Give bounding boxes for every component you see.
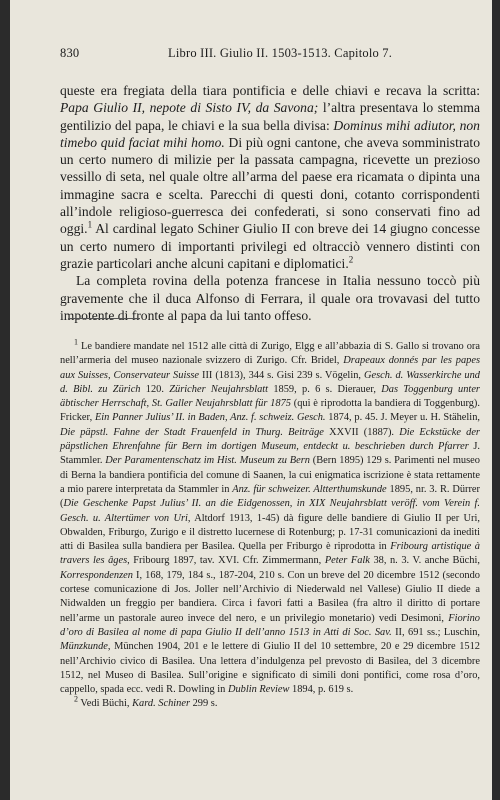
paragraph-1: queste era fregiata della tiara pontificia e delle chiavi e recava la scritta: Papa Giulio II, nepote di Sisto IV, da Savona; l’altra presentava lo stemma gentilizio del papa, le chiavi e la sua bella divisa: Dominus mihi adiutor, non timebo quid faciat mihi homo. Di più ogni cantone, che aveva somministrato un certo numero di milizie per la passata campagna, ricevette un prezioso vessillo di seta, nel quale oltre all’arma del paese era ricamata o dipinta una immagine sacra e scelta. Parecchi di questi doni, cotanto corrispondenti all’indole religioso-guerresca dei confederati, si sono conservati fino ad oggi.$^1$ Al cardinal legato Schiner Giulio II con breve dei 14 giugno concesse un certo numero di importanti privilegi ed oltracciò vennero distinti con grazie particolari anche alcuni capitani e diplomatici.$^2$	[60, 83, 480, 271]
footnote-1: $^1$ Le bandiere mandate nel 1512 alle città di Zurigo, Elgg e all’abbazia di S. Gallo si trovano ora nell’armeria del museo nazionale svizzero di Zurigo. Cfr. Bridel, Drapeaux donnés par les papes aux Suisses, Conservateur Suisse III (1813), 344 s. Gisi 239 s. Vögelin, Gesch. d. Wasserkirche und d. Bibl. zu Zürich 120. Züricher Neujahrsblatt 1859, p. 6 s. Dierauer, Das Toggenburg unter äbtischer Herrschaft, St. Galler Neujahrsblatt für 1875 (qui è riprodotta la bandiera di Toggenburg). Fricker, Ein Panner Julius’ II. in Baden, Anz. f. schweiz. Gesch. 1874, p. 45. J. Meyer u. H. Stähelin, Die päpstl. Fahne der Stadt Frauenfeld in Thurg. Beiträge XXVII (1887). Die Eckstücke der päpstlichen Ehrenfahne für Bern im dortigen Museum, entdeckt u. beschrieben durch Pfarrer J. Stammler. Der Paramentenschatz im Hist. Museum zu Bern (Bern 1895) 129 s. Parimenti nel museo di Berna la bandiera pontificia del comune di Saanen, la cui enigmatica iscrizione è stata rettamente a mio parere interpretata da Stammler in Anz. für schweizer. Altterthumskunde 1895, nr. 3. R. Dürrer (Die Geschenke Papst Julius’ II. an die Eidgenossen, in XIX Neujahrsblatt veröff. vom Verein f. Gesch. u. Altertümer von Uri, Altdorf 1913, 1-45) dà figure delle bandiere di Giulio II per Uri, Obwalden, Friburgo, Zurigo e il distretto lucernese di Rotenburg; p. 17-31 comunicazioni da inediti atti di Basilea sulla bandiera per Basilea. Quella per Friburgo è riprodotta in Fribourg artistique à travers les âges, Fribourg 1897, tav. XVI. Cfr. Zimmermann, Peter Falk 38, n. 3. V. anche Büchi, Korrespondenzen I, 168, 179, 184 s., 187-204, 210 s. Con un breve del 20 dicembre 1512 (secondo cortese comunicazione di Jos. Joller nell’Archivio di Niederwald nel Vallese) Giulio II diede a Nidwalden un freggio per bandiera. Circa i favori fatti a Basilea (fra altro il diritto di portare nell’arme un pastorale aureo invece del nero, e un privilegio monetario) vedi Desimoni, Fiorino d’oro di Basilea al nome di papa Giulio II dell’anno 1513 in Atti di Soc. Sav. II, 691 ss.; Luschin, Münzkunde, München 1904, 201 e le lettere di Giulio II del 10 settembre, 20 e 29 dicembre 1512 nell’Archivio civico di Basilea. Una lettera d’indulgenza pel prevosto di Basilea, del 3 dicembre 1512, nel Museo di Basilea. Sull’origine e significato di simili doni pontifici, come rosa d’oro, cappello, spada ecc. vedi R. Dowling in Dublin Review 1894, p. 619 s.	[60, 337, 481, 696]
footnote-divider	[68, 318, 140, 319]
main-text	[60, 82, 480, 324]
chapter-title: Libro III. Giulio II. 1503-1513. Capitolo 7.	[168, 46, 393, 60]
book-page	[10, 0, 492, 800]
footnote-ref-1: 1	[87, 219, 93, 230]
footnote-2: $^2$ Vedi Büchi, Kard. Schiner 299 s.	[74, 694, 218, 710]
footnote-ref-2: 2	[348, 254, 354, 265]
paragraph-2: La completa rovina della potenza francese in Italia nessuno toccò più gravemente che il duca Alfonso di Ferrara, il quale ora trovavasi del tutto impotente di fronte al papa da lui tanto offeso.	[60, 273, 480, 323]
page-number: 830	[60, 46, 80, 60]
footnotes	[60, 337, 481, 712]
